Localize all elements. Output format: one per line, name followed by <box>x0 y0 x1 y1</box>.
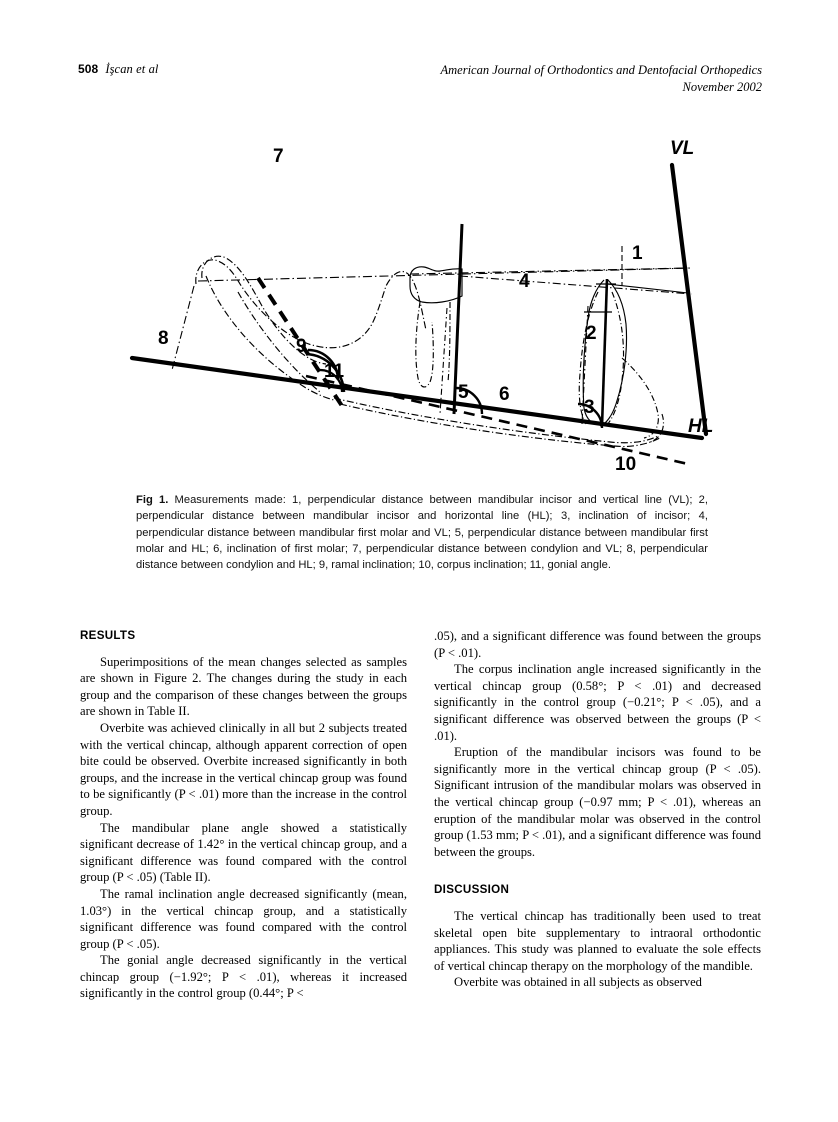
figure-number-8: 8 <box>158 328 169 349</box>
page-folio: 508 <box>78 62 99 76</box>
figure-label: Fig 1. <box>136 494 169 506</box>
running-head-authors: İşcan et al <box>105 62 159 76</box>
corpus-inclination-line <box>306 376 688 464</box>
figure-caption-text: Measurements made: 1, perpendicular distance between mandibular incisor and vertical line (VL); 2, perpendicular distance between mandibular incisor and horizontal line (HL); 3, inclination of incisor; 4, perpendicular distance between mandibular first molar and VL; 5, perpendicular distance between mandibular first molar and HL; 6, inclination of first molar; 7, perpendicular distance between condylion and VL; 8, perpendicular distance between condylion and HL; 9, ramal inclination; 10, corpus inclination; 11, gonial angle. <box>136 494 709 572</box>
paragraph: Overbite was obtained in all subjects as observed <box>454 975 702 990</box>
vl-axis-label: VL <box>670 138 695 159</box>
body-column-right <box>434 628 761 991</box>
paragraph: Superimpositions of the mean changes selected as samples are shown in Figure 2. The changes during the study in each group and the comparison of these changes between the groups are shown in Table II. <box>80 654 407 719</box>
paragraph: Eruption of the mandibular incisors was found to be significantly more in the vertical chincap group (P < .05). Significant intrusion of the mandibular molars was observed in the vertical chincap group (−0.97 mm; P < .01), whereas an eruption of the mandibular molar was observed in the control group (1.53 mm; P < .01), and a significant difference was found between the groups. <box>434 745 761 859</box>
molar-distal-root <box>448 302 450 382</box>
molar-mesial-root <box>416 302 433 387</box>
mandible-outline-primary <box>196 260 426 348</box>
section-heading-discussion: DISCUSSION <box>434 883 510 897</box>
paragraph: The gonial angle decreased significantly in the vertical chincap group (−1.92°; P < .01), whereas it increased significantly in the control group (0.44°; P < <box>80 953 407 1001</box>
vertical-line-vl <box>672 165 706 434</box>
hl-axis-label: HL <box>688 416 714 437</box>
symphysis-outline-b <box>650 414 664 442</box>
figure-number-4: 4 <box>519 271 530 292</box>
running-head-right <box>441 62 763 96</box>
condylion-hl-perpendicular <box>172 286 194 370</box>
mandible-outline-secondary <box>202 256 326 364</box>
figure-number-5: 5 <box>458 382 469 403</box>
issue-date: November 2002 <box>682 80 762 94</box>
figure-number-10: 10 <box>615 454 637 475</box>
horizontal-line-hl <box>132 358 702 438</box>
body-column-left <box>80 628 407 1002</box>
paragraph: The ramal inclination angle decreased significantly (mean, 1.03°) in the vertical chincap group, and a statistically significant difference was found compared with the control group (P < .05). <box>80 886 407 951</box>
paragraph: Overbite was achieved clinically in all but 2 subjects treated with the vertical chincap, although apparent correction of open bite could be observed. Overbite increased significantly in both groups, and the increase in the vertical chincap group was found to be significantly (P < .01) more than the increase in the control group. <box>80 720 407 818</box>
figure-1-caption <box>136 492 708 573</box>
paragraph: The vertical chincap has traditionally been used to treat skeletal open bite supplementary to intraoral orthodontic appliances. This study was planned to evaluate the sole effects of vertical chincap therapy on the morphology of the mandible. <box>434 908 761 973</box>
corpus-lower-border-a <box>334 398 658 443</box>
figure-number-2: 2 <box>586 323 597 344</box>
figure-number-11: 11 <box>324 361 345 382</box>
incisor-long-axis <box>602 279 607 426</box>
figure-number-1: 1 <box>632 243 643 264</box>
figure-number-3: 3 <box>584 397 595 418</box>
figure-number-7: 7 <box>273 146 284 167</box>
figure-number-9: 9 <box>296 336 307 357</box>
section-heading-results: RESULTS <box>80 629 136 642</box>
figure-number-6: 6 <box>499 384 510 405</box>
molar-crown-outline <box>410 267 462 303</box>
paragraph: The corpus inclination angle increased significantly in the vertical chincap group (0.58°; P < .01) and decreased significantly in the control group (−0.21°; P < .05), and a significant difference was observed between the groups (P < .01). <box>434 662 761 743</box>
paragraph: The mandibular plane angle showed a statistically significant decrease of 1.42° in the vertical chincap group, and a significant difference was found compared with the control group (P < .05) (Table II). <box>80 820 407 885</box>
paragraph-continuation: .05), and a significant difference was found between the groups (P < .01). <box>434 629 761 660</box>
molar-vl-perpendicular <box>460 276 692 294</box>
figure-1-graphic <box>110 126 730 481</box>
journal-title: American Journal of Orthodontics and Dentofacial Orthopedics <box>440 63 762 77</box>
molar-hl-perpendicular <box>440 308 447 414</box>
running-head <box>78 62 762 102</box>
running-head-left <box>78 62 159 77</box>
